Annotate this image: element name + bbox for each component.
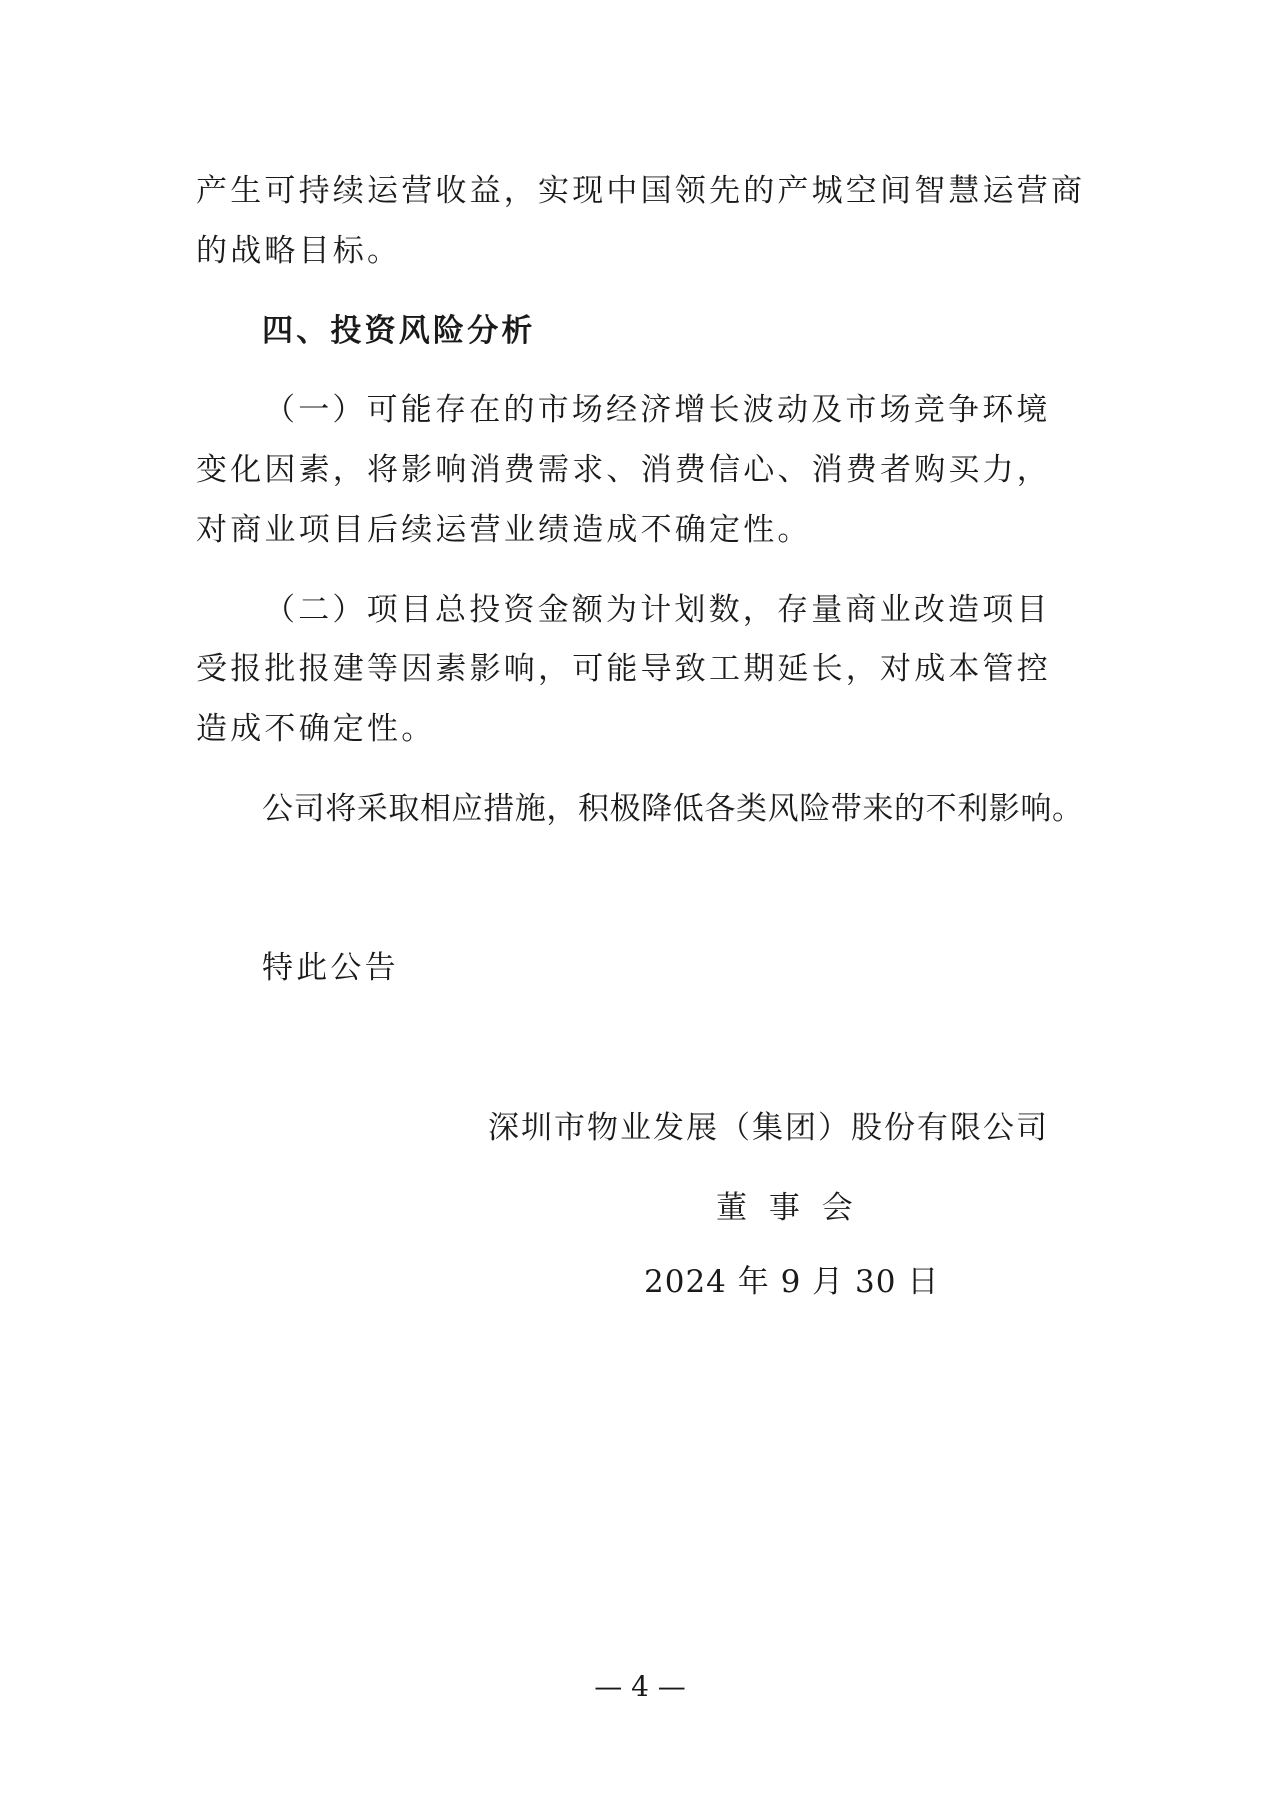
signature-company: 深圳市物业发展（集团）股份有限公司	[488, 1110, 1049, 1146]
signature-board: 董 事 会	[716, 1190, 859, 1226]
section-heading: 四、投资风险分析	[262, 313, 536, 349]
paragraph-line: 造成不确定性。	[196, 711, 436, 747]
paragraph-line: 的战略目标。	[196, 233, 402, 269]
page-number: — 4 —	[594, 1670, 686, 1703]
paragraph-line: 变化因素，将影响消费需求、消费信心、消费者购买力，	[196, 452, 1051, 488]
paragraph-line: 对商业项目后续运营业绩造成不确定性。	[196, 512, 812, 548]
paragraph-line: （一）可能存在的市场经济增长波动及市场竞争环境	[264, 392, 1051, 428]
paragraph-line: （二）项目总投资金额为计划数，存量商业改造项目	[264, 592, 1051, 628]
paragraph-line: 产生可持续运营收益，实现中国领先的产城空间智慧运营商	[196, 173, 1086, 209]
paragraph-line: 公司将采取相应措施，积极降低各类风险带来的不利影响。	[262, 791, 1084, 827]
closing-text: 特此公告	[262, 950, 399, 986]
signature-date: 2024 年 9 月 30 日	[644, 1264, 940, 1300]
paragraph-line: 受报批报建等因素影响，可能导致工期延长，对成本管控	[196, 651, 1051, 687]
